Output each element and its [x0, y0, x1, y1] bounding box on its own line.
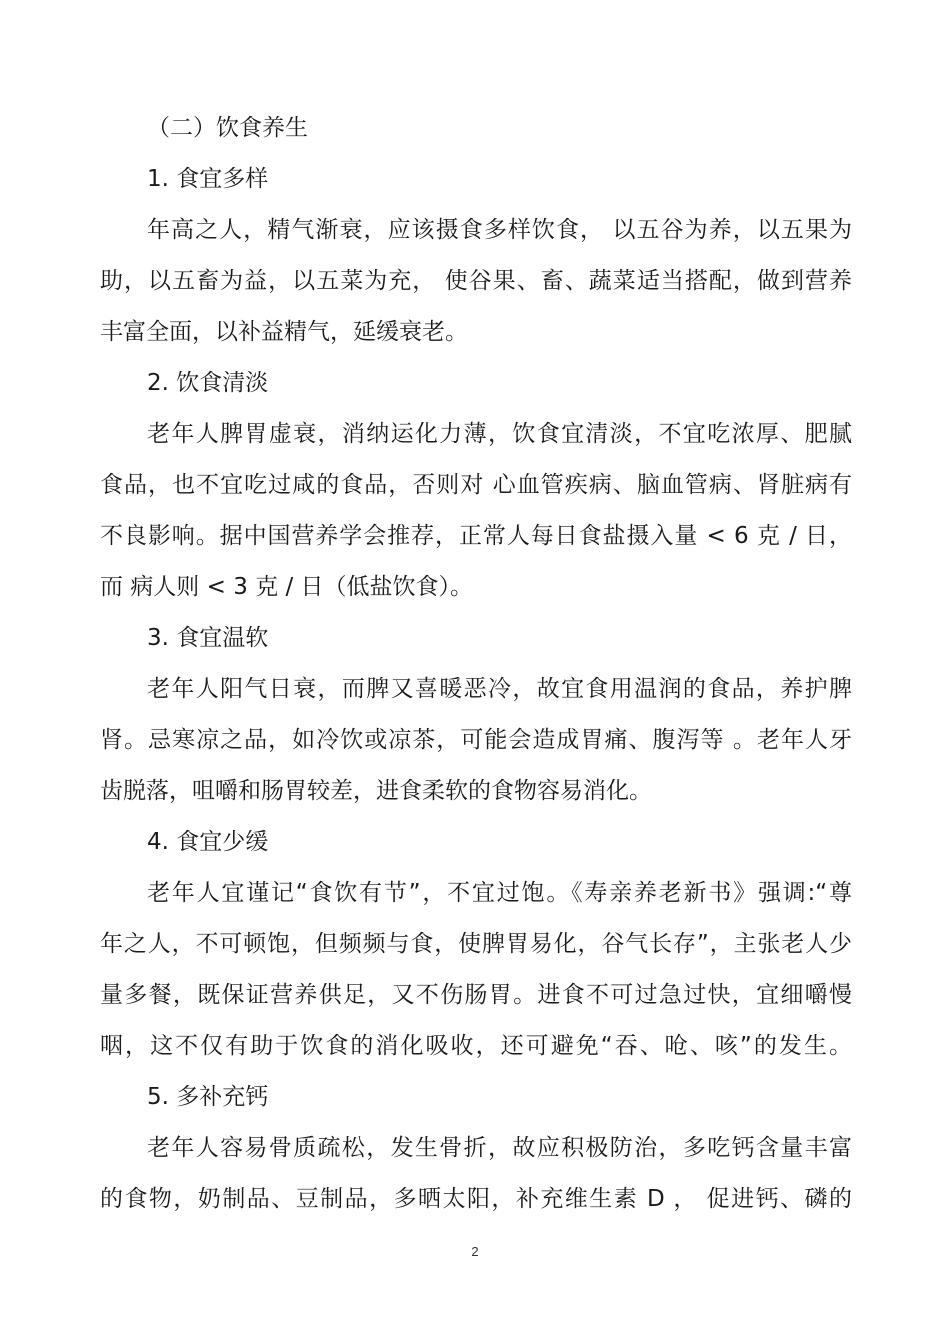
- paragraph-line: 老年人脾胃虚衰，消纳运化力薄，饮食宜清淡，不宜吃浓厚、肥腻: [147, 421, 852, 447]
- paragraph-line: 年高之人，精气渐衰，应该摄食多样饮食， 以五谷为养，以五果为: [147, 217, 852, 243]
- paragraph-line: 老年人阳气日衰，而脾又喜暖恶冷，故宜食用温润的食品，养护脾: [147, 676, 852, 702]
- subsection-heading-4: 4. 食宜少缓: [147, 829, 269, 855]
- paragraph-line: 肾。忌寒凉之品，如冷饮或凉茶，可能会造成胃痛、腹泻等 。老年人牙: [100, 727, 852, 753]
- paragraph-line: 不良影响。据中国营养学会推荐，正常人每日食盐摄入量 < 6 克 / 日，: [100, 523, 852, 549]
- subsection-heading-5: 5. 多补充钙: [147, 1084, 269, 1110]
- document-body: [100, 103, 852, 1225]
- paragraph-4: [100, 868, 852, 1072]
- page-number: 2: [471, 1244, 479, 1259]
- paragraph-2: [100, 409, 852, 613]
- paragraph-line: 咽，这不仅有助于饮食的消化吸收，还可避免“吞、呛、咳”的发生。: [100, 1033, 852, 1059]
- paragraph-3: [100, 664, 852, 817]
- subsection-heading-2: 2. 饮食清淡: [147, 370, 269, 396]
- section-title: （二）饮食养生: [147, 115, 308, 141]
- paragraph-line: 的食物，奶制品、豆制品，多晒太阳，补充维生素 D ， 促进钙、磷的: [100, 1186, 852, 1212]
- paragraph-line: 丰富全面，以补益精气，延缓衰老。: [100, 319, 468, 345]
- paragraph-5: [100, 1123, 852, 1225]
- paragraph-line: 助，以五畜为益，以五菜为充， 使谷果、畜、蔬菜适当搭配，做到营养: [100, 268, 852, 294]
- paragraph-line: 老年人容易骨质疏松，发生骨折，故应积极防治，多吃钙含量丰富: [147, 1135, 852, 1161]
- paragraph-1: [100, 205, 852, 358]
- paragraph-line: 食品，也不宜吃过咸的食品，否则对 心血管疾病、脑血管病、肾脏病有: [100, 472, 852, 498]
- subsection-heading-3: 3. 食宜温软: [147, 625, 269, 651]
- paragraph-line: 量多餐，既保证营养供足，又不伤肠胃。进食不可过急过快，宜细嚼慢: [100, 982, 852, 1008]
- paragraph-line: 年之人，不可顿饱，但频频与食，使脾胃易化，谷气长存”，主张老人少: [100, 931, 852, 957]
- paragraph-line: 而 病人则 < 3 克 / 日（低盐饮食）。: [100, 574, 474, 600]
- subsection-heading-1: 1. 食宜多样: [147, 166, 269, 192]
- paragraph-line: 老年人宜谨记“食饮有节”，不宜过饱。《寿亲养老新书》强调:“尊: [147, 880, 852, 906]
- paragraph-line: 齿脱落，咀嚼和肠胃较差，进食柔软的食物容易消化。: [100, 778, 652, 804]
